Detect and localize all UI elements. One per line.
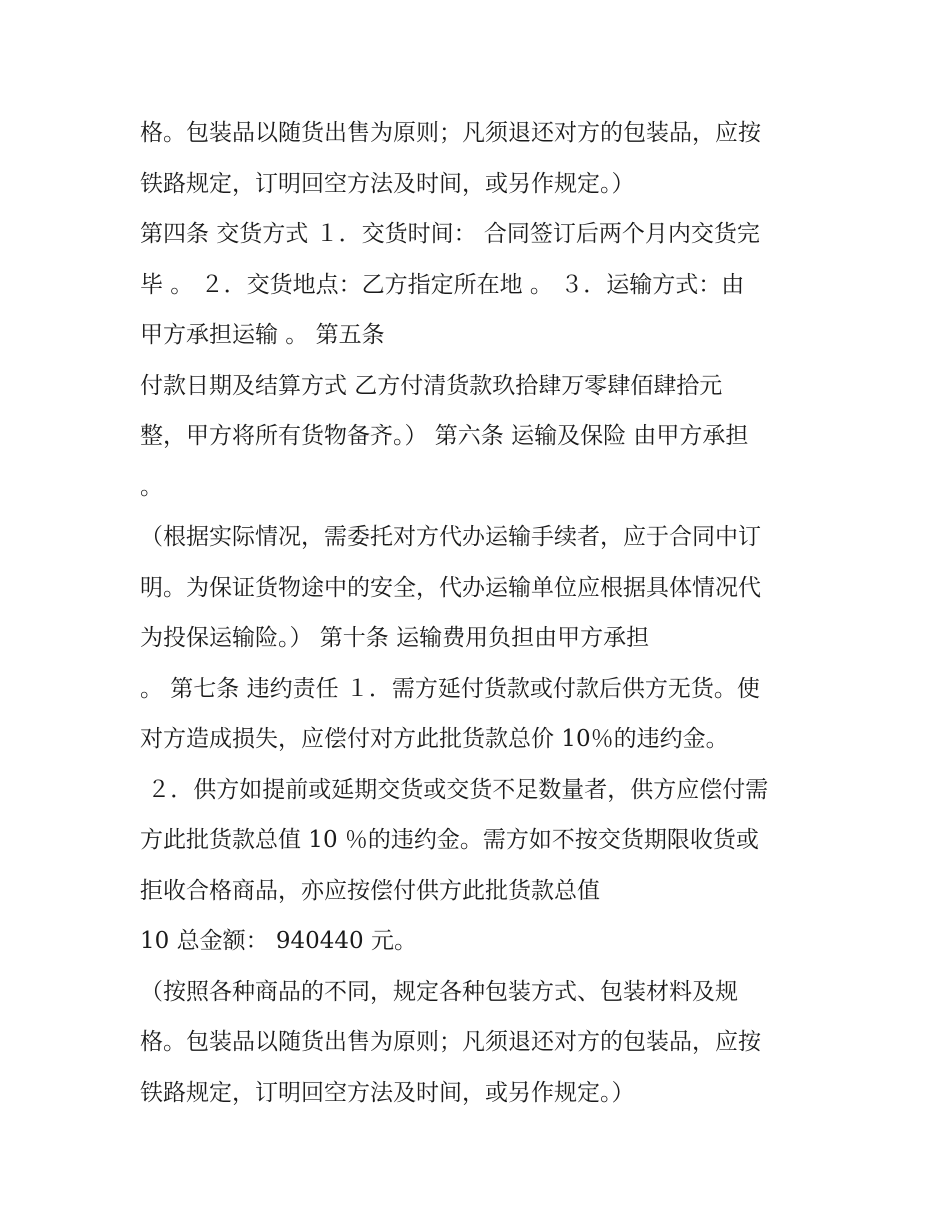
text-line-11: 为投保运输险。） 第十条 运输费用负担由甲方承担 bbox=[140, 625, 650, 651]
text-line-2: 铁路规定，订明回空方法及时间，或另作规定。） bbox=[140, 170, 635, 197]
text-line-13: 对方造成损失，应偿付对方此批货款总价 10％的违约金。 bbox=[140, 726, 729, 752]
text-line-18: （按照各种商品的不同，规定各种包装方式、包装材料及规 bbox=[140, 978, 738, 1005]
text-line-8: 。 bbox=[140, 473, 163, 500]
text-line-17: 10 总金额： 940440 元。 bbox=[140, 928, 417, 954]
text-line-5: 甲方承担运输 。 第五条 bbox=[140, 322, 385, 348]
text-line-12: 。 第七条 违约责任 １．需方延付货款或付款后供方无货。使 bbox=[140, 675, 760, 702]
text-line-4: 毕 。 ２．交货地点：乙方指定所在地 。 ３．运输方式：由 bbox=[140, 271, 745, 298]
text-line-14: ２．供方如提前或延期交货或交货不足数量者，供方应偿付需 bbox=[140, 776, 769, 803]
text-line-7: 整，甲方将所有货物备齐。） 第六条 运输及保险 由甲方承担 bbox=[140, 423, 749, 449]
text-line-9: （根据实际情况，需委托对方代办运输手续者，应于合同中订 bbox=[140, 524, 761, 550]
text-line-16: 拒收合格商品，亦应按偿付供方此批货款总值 bbox=[140, 877, 600, 904]
contract-text bbox=[140, 108, 830, 1118]
text-line-19: 格。包装品以随货出售为原则；凡须退还对方的包装品，应按 bbox=[140, 1029, 761, 1055]
text-line-3: 第四条 交货方式 １．交货时间： 合同签订后两个月内交货完 bbox=[140, 221, 760, 247]
text-line-6: 付款日期及结算方式 乙方付清货款玖拾肆万零肆佰肆拾元 bbox=[140, 372, 723, 399]
text-line-15: 方此批货款总值 10 ％的违约金。需方如不按交货期限收货或 bbox=[140, 827, 759, 853]
text-line-20: 铁路规定，订明回空方法及时间，或另作规定。） bbox=[140, 1079, 635, 1106]
text-line-10: 明。为保证货物途中的安全，代办运输单位应根据具体情况代 bbox=[140, 574, 761, 601]
text-line-1: 格。包装品以随货出售为原则；凡须退还对方的包装品，应按 bbox=[140, 120, 761, 146]
